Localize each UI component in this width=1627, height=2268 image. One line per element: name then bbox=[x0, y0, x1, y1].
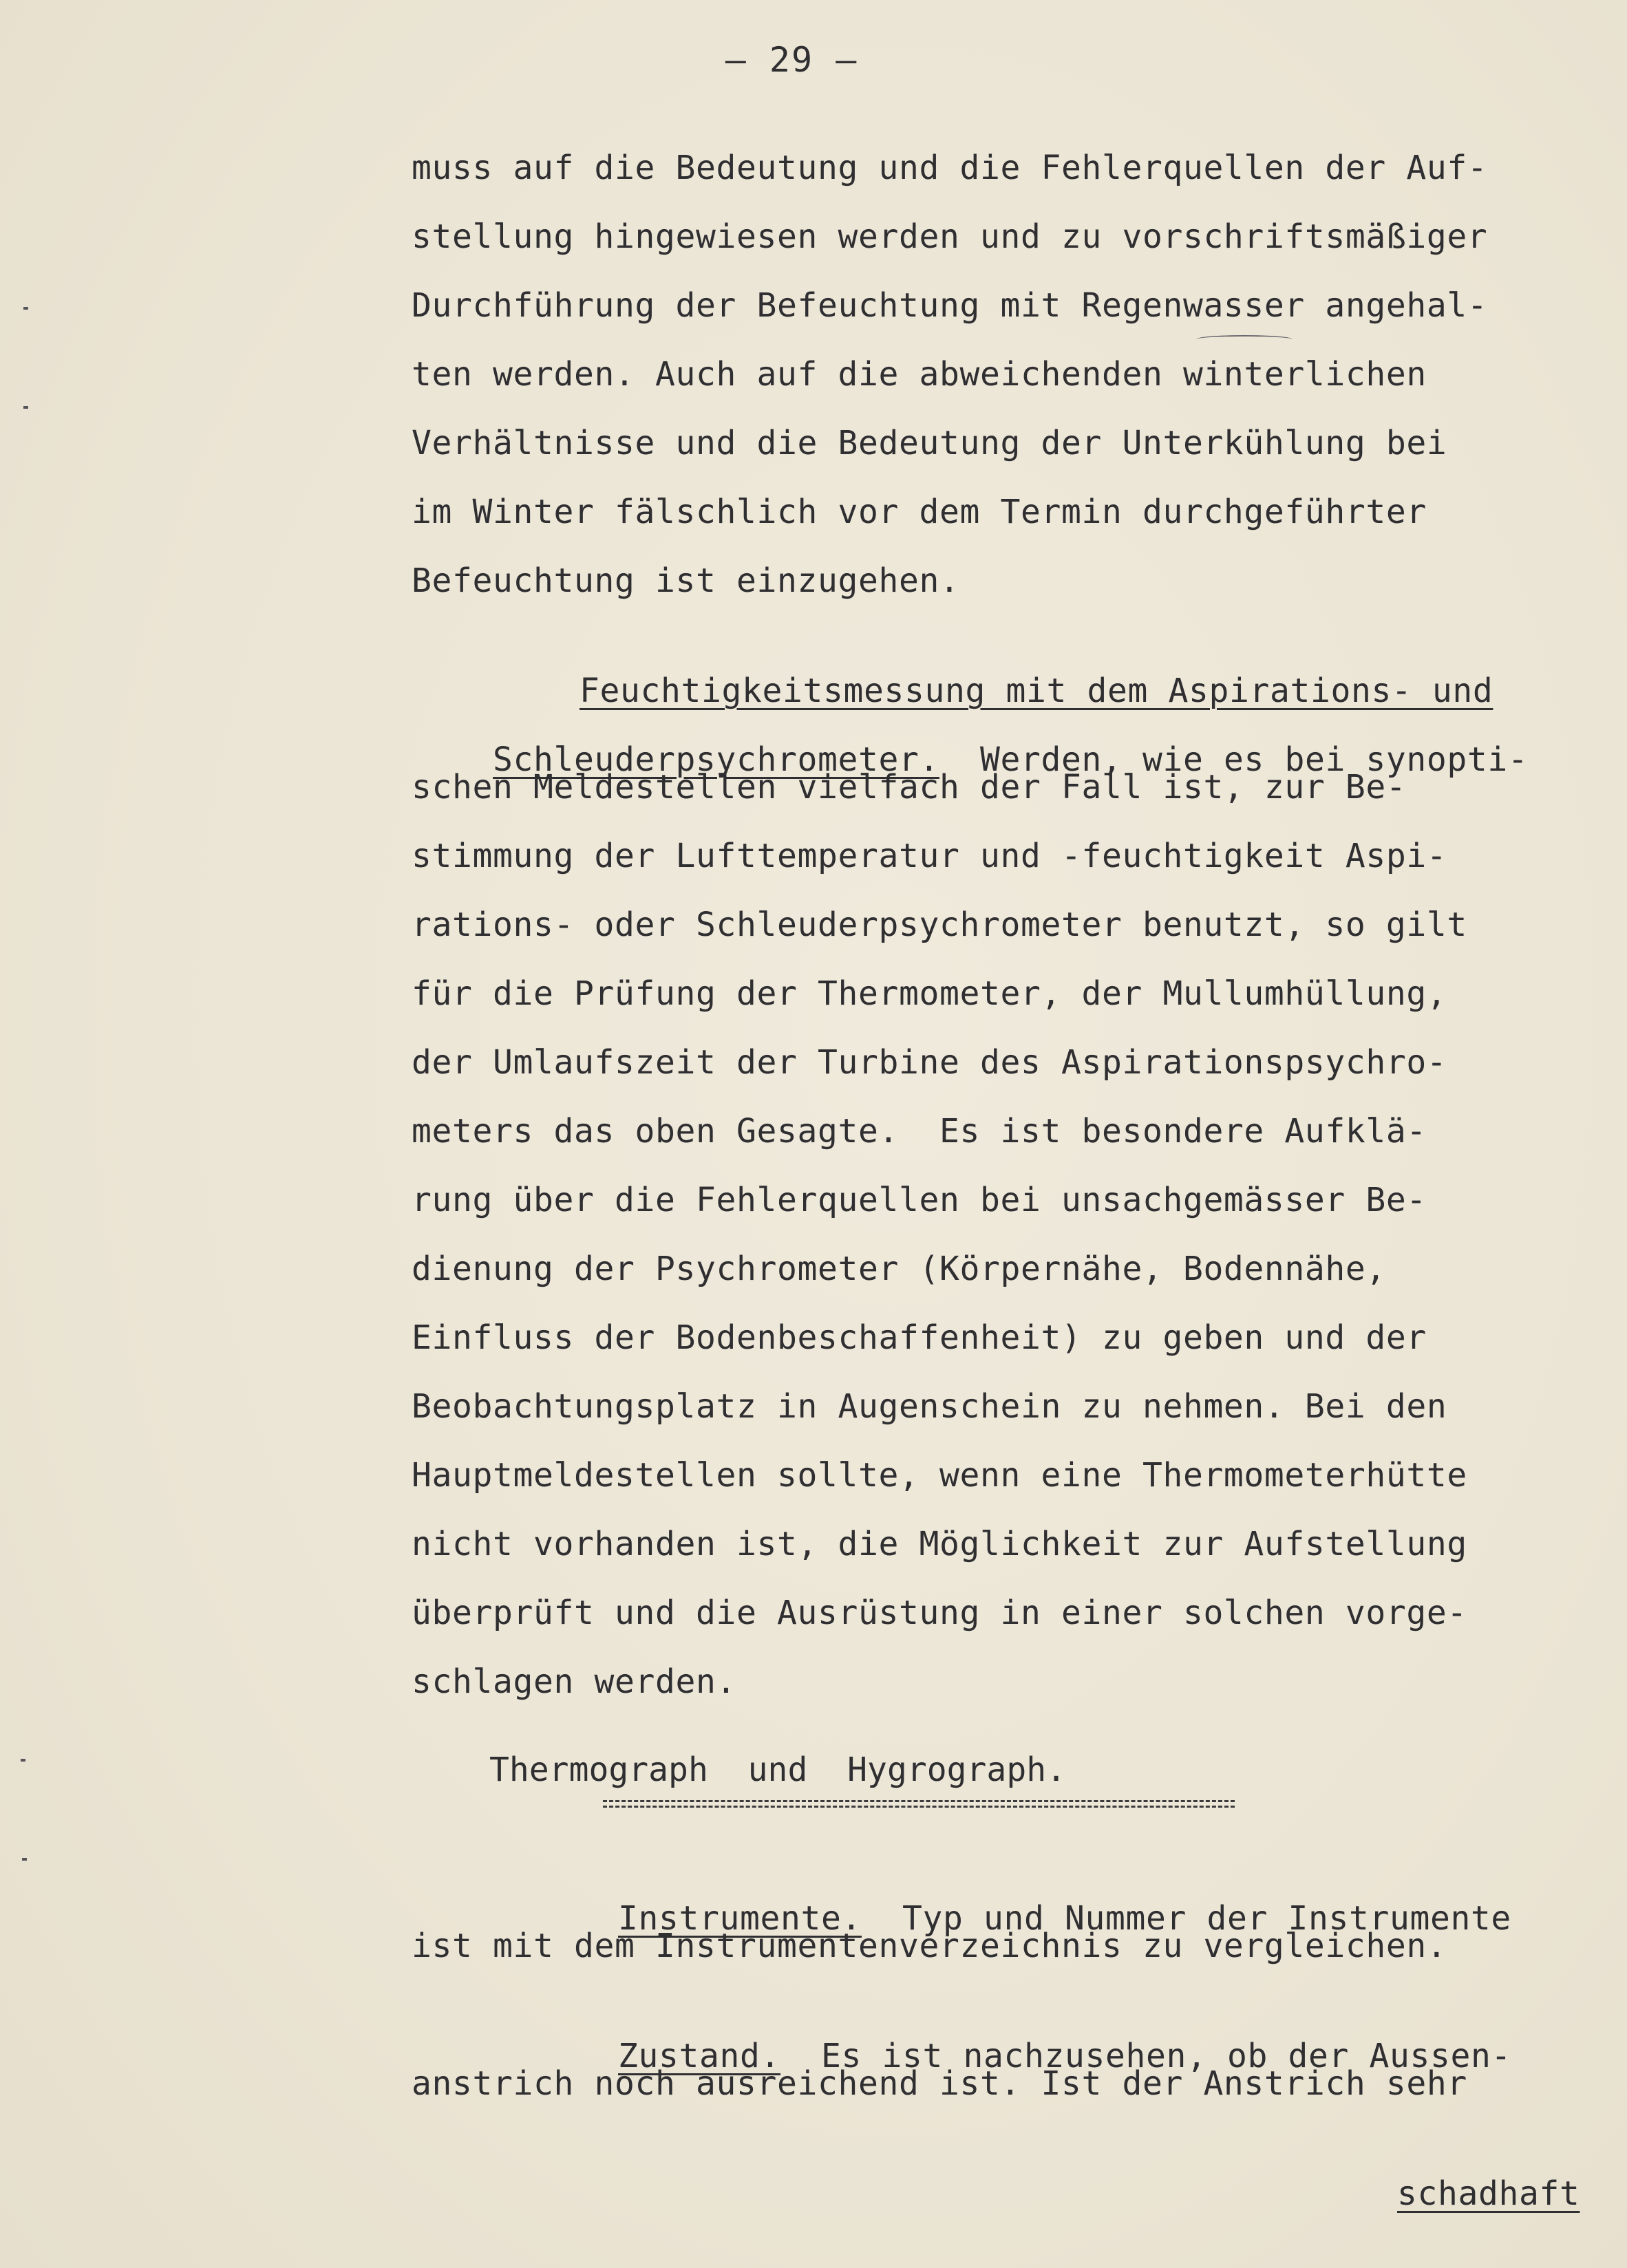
text-line: muss auf die Bedeutung und die Fehlerquellen der Auf- bbox=[412, 149, 1488, 187]
text-line: stellung hingewiesen werden und zu vorschriftsmäßiger bbox=[412, 217, 1488, 256]
text-line: Hauptmeldestellen sollte, wenn eine Thermometerhütte bbox=[412, 1456, 1467, 1495]
text-line: rations- oder Schleuderpsychrometer benutzt, so gilt bbox=[412, 906, 1467, 944]
text-span: Typ und Nummer der Instrumente bbox=[861, 1899, 1511, 1938]
text-line: anstrich noch ausreichend ist. Ist der Anstrich sehr bbox=[412, 2064, 1467, 2103]
text-line: stimmung der Lufttemperatur und -feuchtigkeit Aspi- bbox=[412, 837, 1447, 875]
text-line: ist mit dem Instrumentenverzeichnis zu vergleichen. bbox=[412, 1927, 1447, 1965]
margin-mark bbox=[23, 406, 28, 409]
text-span: Werden, wie es bei synopti- bbox=[939, 740, 1529, 779]
text-line: für die Prüfung der Thermometer, der Mullumhüllung, bbox=[412, 974, 1447, 1013]
section-title: Thermograph und Hygrograph. bbox=[489, 1751, 1067, 1789]
text-line: nicht vorhanden ist, die Möglichkeit zur Aufstellung bbox=[412, 1525, 1467, 1563]
text-line: schlagen werden. bbox=[412, 1662, 736, 1701]
subsection-label: Zustand. bbox=[618, 2037, 780, 2075]
pencil-mark bbox=[1196, 335, 1293, 343]
text-line: Einfluss der Bodenbeschaffenheit) zu geben und der bbox=[412, 1318, 1427, 1357]
section-heading-text: Schleuderpsychrometer. bbox=[493, 740, 939, 779]
section-heading-text: Feuchtigkeitsmessung mit dem Aspirations- und bbox=[579, 672, 1493, 710]
margin-mark bbox=[22, 1858, 27, 1861]
text-line: meters das oben Gesagte. Es ist besondere Aufklä- bbox=[412, 1112, 1427, 1151]
text-line: Befeuchtung ist einzugehen. bbox=[412, 561, 960, 600]
text-line: im Winter fälschlich vor dem Termin durchgeführter bbox=[412, 493, 1427, 531]
text-span: Es ist nachzusehen, ob der Aussen- bbox=[780, 2037, 1511, 2075]
text-line: dienung der Psychrometer (Körpernähe, Bodennähe, bbox=[412, 1250, 1386, 1288]
subsection-label: Instrumente. bbox=[618, 1899, 862, 1938]
text-line: rung über die Fehlerquellen bei unsachgemässer Be- bbox=[412, 1181, 1427, 1219]
text-line: Durchführung der Befeuchtung mit Regenwasser angehal- bbox=[412, 286, 1488, 325]
page-number: – 29 – bbox=[725, 40, 858, 80]
catchword bbox=[1316, 2132, 1580, 2256]
double-underline bbox=[603, 1800, 1235, 1808]
text-line: schen Meldestellen vielfach der Fall ist, zur Be- bbox=[412, 768, 1407, 806]
catchword-text: schadhaft bbox=[1397, 2174, 1580, 2213]
text-line: der Umlaufszeit der Turbine des Aspirationspsychro- bbox=[412, 1043, 1447, 1082]
text-line: Verhältnisse und die Bedeutung der Unterkühlung bei bbox=[412, 424, 1447, 462]
text-line: ten werden. Auch auf die abweichenden winterlichen bbox=[412, 355, 1427, 394]
margin-mark bbox=[23, 307, 28, 310]
text-line: Beobachtungsplatz in Augenschein zu nehmen. Bei den bbox=[412, 1387, 1447, 1426]
text-line: überprüft und die Ausrüstung in einer solchen vorge- bbox=[412, 1594, 1467, 1632]
